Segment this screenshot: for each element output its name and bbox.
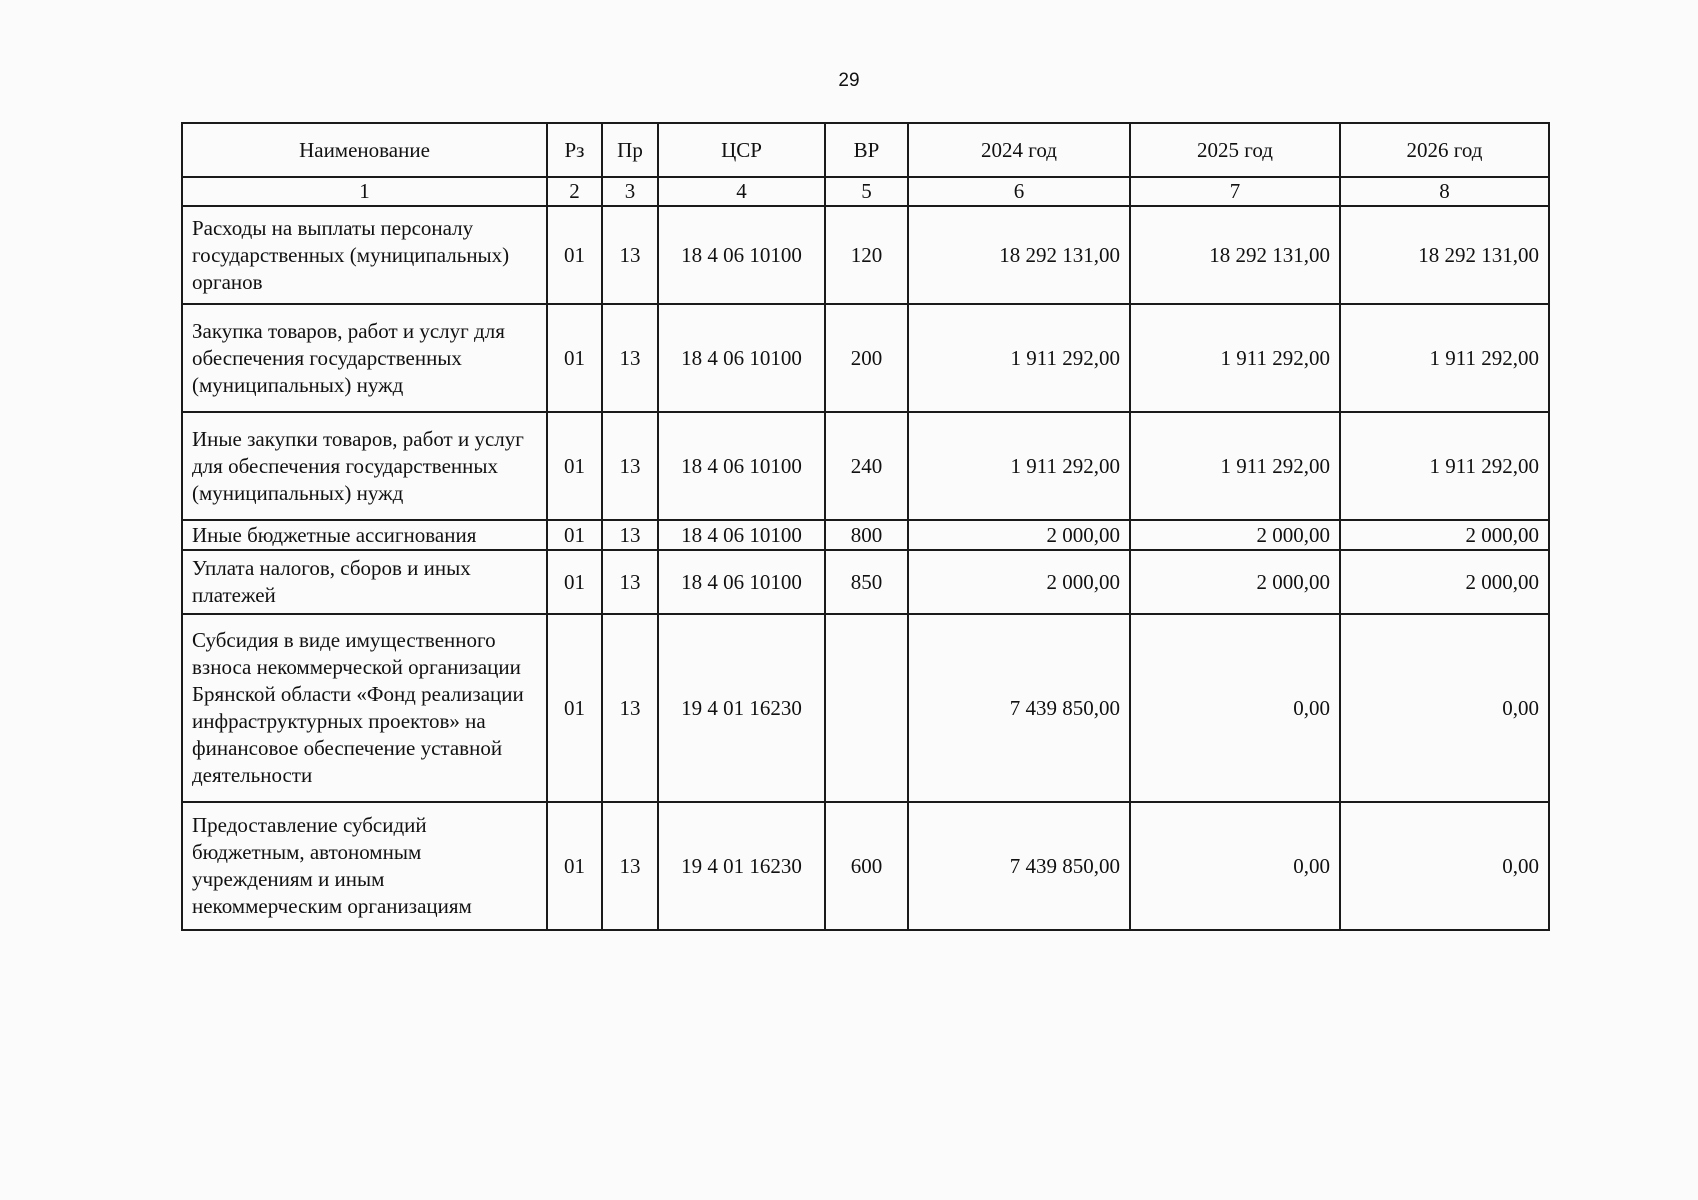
row-vr: 240 <box>825 412 908 520</box>
row-csr: 19 4 01 16230 <box>658 802 825 930</box>
header-pr: Пр <box>602 123 658 177</box>
budget-table <box>181 122 1550 931</box>
row-name: Иные закупки товаров, работ и услуг для обеспечения государственных (муниципальных) нужд <box>182 412 547 520</box>
row-vr: 200 <box>825 304 908 412</box>
row-amount-2024: 7 439 850,00 <box>908 614 1130 802</box>
table-row <box>182 614 1549 802</box>
table-row <box>182 304 1549 412</box>
header-2026: 2026 год <box>1340 123 1549 177</box>
table-row <box>182 412 1549 520</box>
column-number: 2 <box>547 177 602 206</box>
row-amount-2024: 1 911 292,00 <box>908 304 1130 412</box>
row-amount-2025: 0,00 <box>1130 802 1340 930</box>
row-vr <box>825 614 908 802</box>
table-row <box>182 520 1549 550</box>
row-amount-2026: 18 292 131,00 <box>1340 206 1549 304</box>
row-name: Иные бюджетные ассигнования <box>182 520 547 550</box>
row-amount-2026: 1 911 292,00 <box>1340 304 1549 412</box>
page-number: 29 <box>838 70 860 91</box>
table-row <box>182 550 1549 614</box>
row-csr: 18 4 06 10100 <box>658 550 825 614</box>
header-row <box>182 123 1549 177</box>
row-pr: 13 <box>602 206 658 304</box>
row-rz: 01 <box>547 550 602 614</box>
row-vr: 600 <box>825 802 908 930</box>
row-amount-2025: 0,00 <box>1130 614 1340 802</box>
header-name: Наименование <box>182 123 547 177</box>
row-amount-2026: 1 911 292,00 <box>1340 412 1549 520</box>
row-csr: 19 4 01 16230 <box>658 614 825 802</box>
column-number: 5 <box>825 177 908 206</box>
row-amount-2025: 1 911 292,00 <box>1130 412 1340 520</box>
row-vr: 800 <box>825 520 908 550</box>
column-number: 6 <box>908 177 1130 206</box>
row-rz: 01 <box>547 412 602 520</box>
row-amount-2026: 0,00 <box>1340 802 1549 930</box>
row-rz: 01 <box>547 614 602 802</box>
row-amount-2024: 18 292 131,00 <box>908 206 1130 304</box>
column-number: 3 <box>602 177 658 206</box>
row-csr: 18 4 06 10100 <box>658 412 825 520</box>
row-amount-2025: 18 292 131,00 <box>1130 206 1340 304</box>
row-pr: 13 <box>602 550 658 614</box>
row-csr: 18 4 06 10100 <box>658 206 825 304</box>
row-amount-2026: 2 000,00 <box>1340 550 1549 614</box>
row-name: Расходы на выплаты персоналу государственных (муниципальных) органов <box>182 206 547 304</box>
row-amount-2024: 1 911 292,00 <box>908 412 1130 520</box>
column-number: 8 <box>1340 177 1549 206</box>
row-amount-2025: 2 000,00 <box>1130 520 1340 550</box>
column-number: 7 <box>1130 177 1340 206</box>
row-name: Уплата налогов, сборов и иных платежей <box>182 550 547 614</box>
row-name: Предоставление субсидий бюджетным, автономным учреждениям и иным некоммерческим организациям <box>182 802 547 930</box>
row-pr: 13 <box>602 802 658 930</box>
row-csr: 18 4 06 10100 <box>658 304 825 412</box>
row-amount-2026: 2 000,00 <box>1340 520 1549 550</box>
row-amount-2024: 7 439 850,00 <box>908 802 1130 930</box>
row-rz: 01 <box>547 206 602 304</box>
row-amount-2024: 2 000,00 <box>908 520 1130 550</box>
table-row <box>182 802 1549 930</box>
column-number: 4 <box>658 177 825 206</box>
row-rz: 01 <box>547 802 602 930</box>
row-pr: 13 <box>602 412 658 520</box>
row-amount-2025: 2 000,00 <box>1130 550 1340 614</box>
column-number: 1 <box>182 177 547 206</box>
header-vr: ВР <box>825 123 908 177</box>
table-row <box>182 206 1549 304</box>
row-amount-2024: 2 000,00 <box>908 550 1130 614</box>
header-rz: Рз <box>547 123 602 177</box>
row-amount-2025: 1 911 292,00 <box>1130 304 1340 412</box>
row-rz: 01 <box>547 304 602 412</box>
row-pr: 13 <box>602 520 658 550</box>
row-pr: 13 <box>602 614 658 802</box>
header-2024: 2024 год <box>908 123 1130 177</box>
header-csr: ЦСР <box>658 123 825 177</box>
row-pr: 13 <box>602 304 658 412</box>
column-number-row <box>182 177 1549 206</box>
row-vr: 850 <box>825 550 908 614</box>
row-name: Субсидия в виде имущественного взноса некоммерческой организации Брянской области «Фонд реализации инфраструктурных проектов» на финансовое обеспечение уставной деятельности <box>182 614 547 802</box>
row-name: Закупка товаров, работ и услуг для обеспечения государственных (муниципальных) нужд <box>182 304 547 412</box>
header-2025: 2025 год <box>1130 123 1340 177</box>
row-csr: 18 4 06 10100 <box>658 520 825 550</box>
row-amount-2026: 0,00 <box>1340 614 1549 802</box>
row-rz: 01 <box>547 520 602 550</box>
row-vr: 120 <box>825 206 908 304</box>
